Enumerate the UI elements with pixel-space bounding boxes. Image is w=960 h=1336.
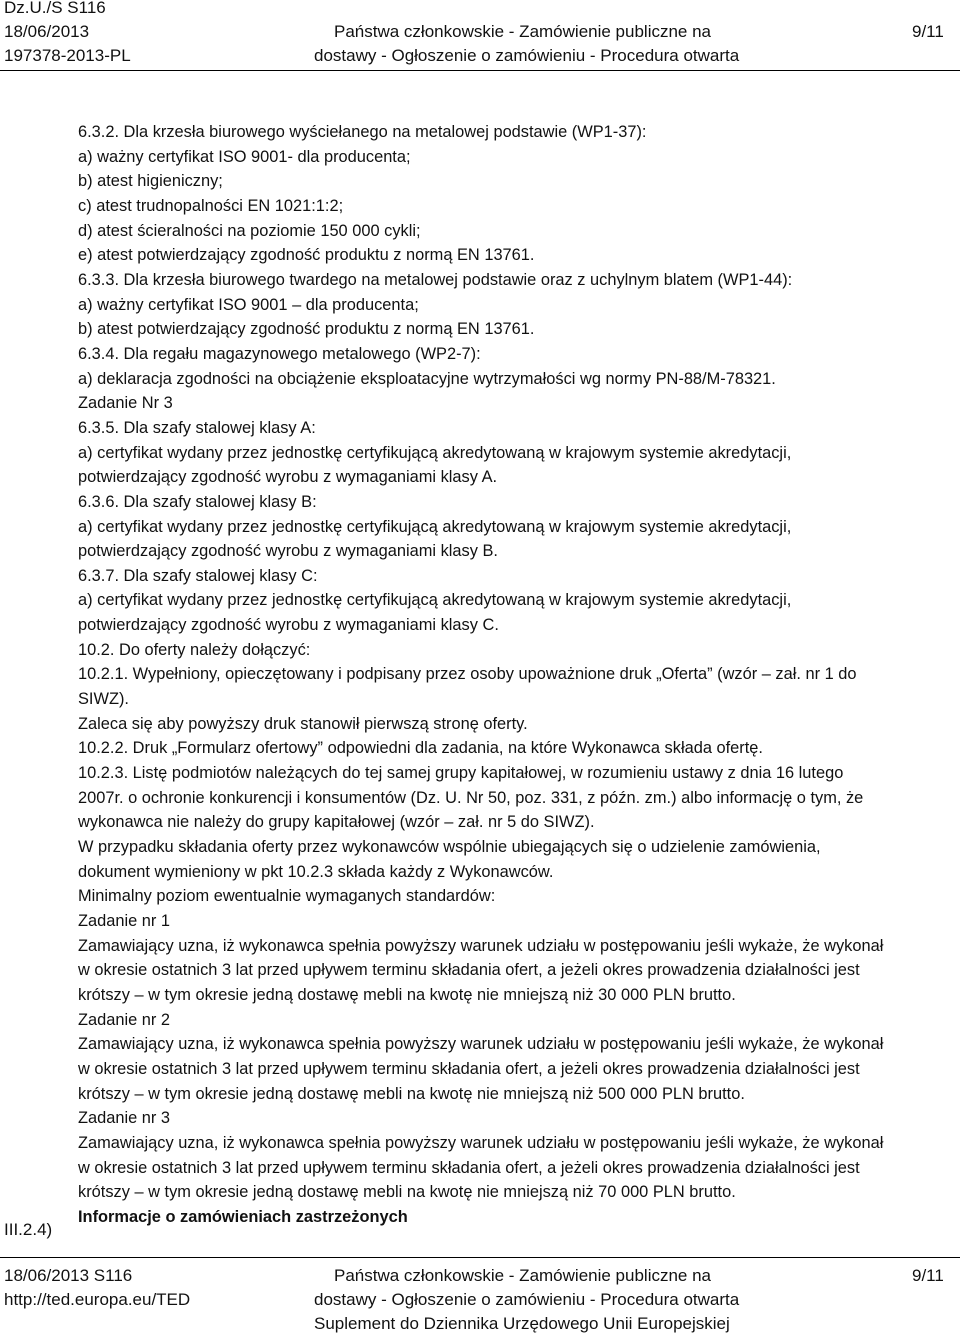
text-line: w okresie ostatnich 3 lat przed upływem terminu składania ofert, a jeżeli okres prowadzenia działalności jest <box>78 1158 860 1177</box>
text-line: c) atest trudnopalności EN 1021:1:2; <box>78 196 344 215</box>
text-line: Zamawiający uzna, iż wykonawca spełnia powyższy warunek udziału w postępowaniu jeśli wykaże, że wykonał <box>78 1133 884 1152</box>
text-line: b) atest higieniczny; <box>78 172 223 191</box>
text-line: b) atest potwierdzający zgodność produktu z normą EN 13761. <box>78 320 535 339</box>
text-line: Minimalny poziom ewentualnie wymaganych standardów: <box>78 887 496 906</box>
text-line: W przypadku składania oferty przez wykonawców wspólnie ubiegających się o udzielenie zamówienia, <box>78 838 821 857</box>
text-line: Zadanie Nr 3 <box>78 394 173 413</box>
section-heading: Informacje o zamówieniach zastrzeżonych <box>78 1207 408 1226</box>
text-line: krótszy – w tym okresie jedną dostawę mebli na kwotę nie mniejszą niż 500 000 PLN brutto. <box>78 1084 745 1103</box>
text-line: a) deklaracja zgodności na obciążenie eksploatacyjne wytrzymałości wg normy PN-88/M-78321. <box>78 369 776 388</box>
footer-url: http://ted.europa.eu/TED <box>4 1290 191 1309</box>
text-line: 2007r. o ochronie konkurencji i konsumentów (Dz. U. Nr 50, poz. 331, z późn. zm.) albo informację o tym, że <box>78 788 864 807</box>
footer-title-line3: Suplement do Dziennika Urzędowego Unii Europejskiej <box>314 1314 730 1333</box>
text-line: a) ważny certyfikat ISO 9001 – dla producenta; <box>78 295 419 314</box>
text-line: Zadanie nr 3 <box>78 1109 171 1128</box>
text-line: d) atest ścieralności na poziomie 150 000 cykli; <box>78 221 421 240</box>
text-line: 6.3.3. Dla krzesła biurowego twardego na metalowej podstawie oraz z uchylnym blatem (WP1-44): <box>78 270 793 289</box>
text-line: 6.3.4. Dla regału magazynowego metalowego (WP2-7): <box>78 344 481 363</box>
header-page-number: 9/11 <box>912 22 944 41</box>
text-line: 6.3.5. Dla szafy stalowej klasy A: <box>78 418 316 437</box>
footer-page-number: 9/11 <box>912 1266 944 1285</box>
footer-title-line1: Państwa członkowskie - Zamówienie publiczne na <box>334 1266 712 1285</box>
text-line: Zaleca się aby powyższy druk stanowił pierwszą stronę oferty. <box>78 714 528 733</box>
text-line: 6.3.6. Dla szafy stalowej klasy B: <box>78 492 317 511</box>
text-line: 6.3.2. Dla krzesła biurowego wyściełanego na metalowej podstawie (WP1-37): <box>78 123 647 141</box>
header-date: 18/06/2013 <box>4 22 90 41</box>
text-line: wykonawca nie należy do grupy kapitałowej (wzór – zał. nr 5 do SIWZ). <box>78 813 595 832</box>
text-line: Zadanie nr 2 <box>78 1010 171 1029</box>
text-line: Zadanie nr 1 <box>78 912 171 930</box>
text-line: potwierdzający zgodność wyrobu z wymaganiami klasy A. <box>78 468 498 487</box>
text-line: a) certyfikat wydany przez jednostkę certyfikującą akredytowaną w krajowym systemie akredytacji, <box>78 443 792 462</box>
footer-divider <box>0 1257 960 1258</box>
text-line: 10.2.1. Wypełniony, opieczętowany i podpisany przez osoby upoważnione druk „Oferta” (wzór – zał. nr 1 do <box>78 665 857 684</box>
text-line: Zamawiający uzna, iż wykonawca spełnia powyższy warunek udziału w postępowaniu jeśli wykaże, że wykonał <box>78 936 884 955</box>
header-divider <box>0 70 960 71</box>
text-line: krótszy – w tym okresie jedną dostawę mebli na kwotę nie mniejszą niż 70 000 PLN brutto. <box>78 1183 736 1202</box>
text-line: e) atest potwierdzający zgodność produktu z normą EN 13761. <box>78 246 535 265</box>
text-line: potwierdzający zgodność wyrobu z wymaganiami klasy B. <box>78 542 498 561</box>
header-title-line1: Państwa członkowskie - Zamówienie publiczne na <box>334 22 712 41</box>
footer-date-code: 18/06/2013 S116 <box>4 1266 133 1285</box>
text-line: a) ważny certyfikat ISO 9001- dla producenta; <box>78 147 411 166</box>
section-number: III.2.4) <box>4 1220 53 1239</box>
text-line: w okresie ostatnich 3 lat przed upływem terminu składania ofert, a jeżeli okres prowadzenia działalności jest <box>78 1059 860 1078</box>
text-line: potwierdzający zgodność wyrobu z wymaganiami klasy C. <box>78 616 499 635</box>
header-title-line2: dostawy - Ogłoszenie o zamówieniu - Procedura otwarta <box>314 46 740 65</box>
text-line: krótszy – w tym okresie jedną dostawę mebli na kwotę nie mniejszą niż 30 000 PLN brutto. <box>78 985 736 1004</box>
text-line: 10.2.2. Druk „Formularz ofertowy” odpowiedni dla zadania, na które Wykonawca składa ofertę. <box>78 739 763 758</box>
text-line: Zamawiający uzna, iż wykonawca spełnia powyższy warunek udziału w postępowaniu jeśli wykaże, że wykonał <box>78 1035 884 1054</box>
text-line: 6.3.7. Dla szafy stalowej klasy C: <box>78 566 318 585</box>
text-line: 10.2. Do oferty należy dołączyć: <box>78 640 311 659</box>
text-line: w okresie ostatnich 3 lat przed upływem terminu składania ofert, a jeżeli okres prowadzenia działalności jest <box>78 961 860 980</box>
text-line: a) certyfikat wydany przez jednostkę certyfikującą akredytowaną w krajowym systemie akredytacji, <box>78 517 792 536</box>
journal-reference: Dz.U./S S116 <box>4 0 106 17</box>
text-line: 10.2.3. Listę podmiotów należących do tej samej grupy kapitałowej, w rozumieniu ustawy z dnia 16 lutego <box>78 764 844 783</box>
text-line: SIWZ). <box>78 690 129 709</box>
footer-title-line2: dostawy - Ogłoszenie o zamówieniu - Procedura otwarta <box>314 1290 740 1309</box>
text-line: a) certyfikat wydany przez jednostkę certyfikującą akredytowaną w krajowym systemie akredytacji, <box>78 591 792 610</box>
text-line: dokument wymieniony w pkt 10.2.3 składa każdy z Wykonawców. <box>78 862 554 881</box>
document-body <box>78 120 956 1230</box>
notice-number: 197378-2013-PL <box>4 46 131 65</box>
